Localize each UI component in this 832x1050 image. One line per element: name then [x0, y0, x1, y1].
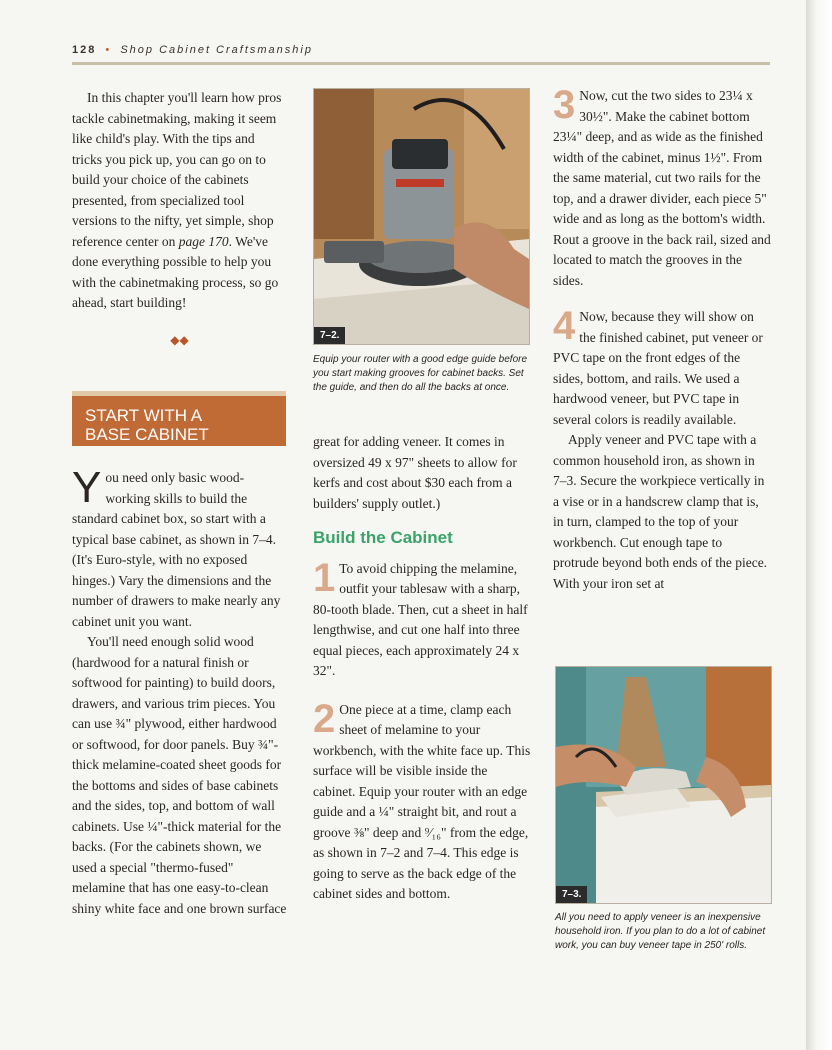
figure-7-2-photo — [313, 88, 530, 345]
iron-photo-illustration — [556, 667, 771, 903]
continued-paragraph: great for adding veneer. It comes in oversized 49 x 97" sheets to allow for kerfs and cost about $30 each from a builders' supply outlet.) — [313, 434, 517, 511]
figure-7-2-caption: Equip your router with a good edge guide before you start making grooves for cabinet backs. Set the guide, and then do all the backs at once. — [313, 354, 528, 393]
header-rule — [72, 62, 770, 65]
page-edge — [806, 0, 832, 1050]
figure-7-2-label: 7–2. — [314, 327, 345, 344]
section-body — [72, 463, 287, 919]
section-paragraph-2: You'll need enough solid wood (hardwood for a natural finish or softwood for painting) to build doors, drawers, and various trim pieces. You can use ¾" plywood, either hardwood or softwood, for door panels. Buy ¾"-thick melamine-coated sheet goods for the bottoms and sides of base cabinets and the sides, top, and bottom of wall cabinets. Use ¼"-thick material for the backs. (For the cabinets shown, we used a special "thermo-fused" melamine that has one easy-to-clean shiny white face and one brown surface — [72, 634, 287, 916]
section-title-line2: BASE CABINET — [85, 425, 209, 444]
step-4: 4 Now, because they will show on the finished cabinet, put veneer or PVC tape on the front edges of the sides, bottom, and rails. We used a hardwood veneer, but PVC tape in several colors is readily available. — [553, 304, 763, 427]
figure-7-3-photo — [555, 666, 772, 904]
intro-paragraph: In this chapter you'll learn how pros tackle cabinetmaking, making it seem like child's play. With the tips and tricks you pick up, you can go on to build your choice of the cabinets presented, from specialized tool versions to the nifty, yet simple, shop reference center on page 170. We've done everything possible to help you with the cabinetmaking process, so go ahead, start building! — [72, 90, 282, 310]
step-2-number: 2 — [313, 696, 336, 741]
step-4-number: 4 — [553, 304, 576, 348]
section-title-box — [72, 391, 286, 446]
step-3: 3 Now, cut the two sides to 23¼ x 30½". Make the cabinet bottom 23¼" deep, and as wide as the finished width of the cabinet, minus 1½". From the same material, cut two rails for the top, and a drawer divider, each piece 5" wide and as long as the bottom's width. Rout a groove in the back rail, sized and located to match the grooves in the sides. — [553, 83, 771, 288]
router-photo-illustration — [314, 89, 529, 344]
build-column — [313, 432, 531, 905]
section-title-line1: START WITH A — [85, 406, 203, 425]
step-2: 2 One piece at a time, clamp each sheet of melamine to your workbench, with the white face up. This surface will be visible inside the cabinet. Equip your router with an edge guide and a ¼" straight bit, and rout a groove ⅜" deep and ⁹⁄₁₆" from the edge, as shown in 7–2 and 7–4. This edge is going to serve as the back edge of the cabinet sides and bottom. — [313, 696, 531, 901]
header-bullet: • — [105, 44, 112, 56]
section-paragraph-1: You need only basic wood-working skills to build the standard cabinet box, so start with a typical base cabinet, as shown in 7–4. (It's Euro-style, with no exposed hinges.) Vary the dimensions and the number of drawers to make nearly any cabinet unit you want. — [72, 463, 281, 629]
step-1: 1 To avoid chipping the melamine, outfit your tablesaw with a sharp, 80-tooth blade. Then, cut a sheet in half lengthwise, and cut one half into three equal pieces, each approximately 24 x 32". — [313, 555, 528, 678]
apply-paragraph: Apply veneer and PVC tape with a common household iron, as shown in 7–3. Secure the workpiece vertically in a vise or in a handscrew clamp that is, in turn, clamped to the top of your workbench. Cut enough tape to protrude beyond both ends of the piece. With your iron set at — [553, 432, 768, 591]
figure-7-3-label: 7–3. — [556, 886, 587, 903]
step-3-number: 3 — [553, 83, 576, 127]
ornament-icon: ◆◆ — [170, 332, 189, 347]
page-number: 128 — [72, 44, 97, 56]
step-1-number: 1 — [313, 555, 336, 600]
build-heading: Build the Cabinet — [313, 528, 453, 547]
figure-7-3-caption: All you need to apply veneer is an inexpensive household iron. If you plan to do a lot of cabinet work, you can buy veneer tape in 250' rolls. — [555, 912, 766, 951]
book-title: Shop Cabinet Craftsmanship — [120, 44, 313, 56]
steps-column — [553, 83, 771, 594]
drop-cap: Y — [72, 463, 102, 512]
page-link[interactable]: page 170 — [178, 233, 229, 249]
intro-column — [72, 88, 287, 350]
running-header — [72, 44, 772, 56]
